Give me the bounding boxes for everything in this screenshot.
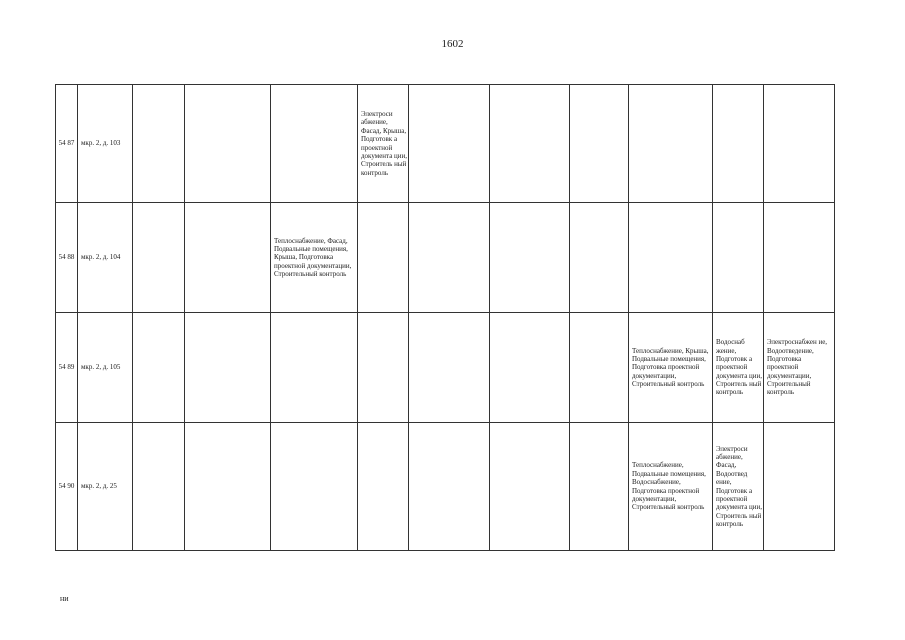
table-cell bbox=[185, 203, 271, 313]
row-number: 54 89 bbox=[56, 313, 78, 423]
table-row bbox=[56, 85, 835, 203]
table-cell bbox=[358, 313, 409, 423]
table-cell bbox=[713, 203, 764, 313]
page-number: 1602 bbox=[441, 38, 464, 50]
table-cell bbox=[764, 85, 835, 203]
table-cell bbox=[271, 85, 358, 203]
table-cell bbox=[490, 203, 570, 313]
address-cell: мкр. 2, д. 25 bbox=[78, 423, 133, 551]
table-cell bbox=[764, 423, 835, 551]
table-cell: Теплоснабжение, Фасад, Подвальные помещения, Крыша, Подготовка проектной документации, Строительный контроль bbox=[271, 203, 358, 313]
table-cell bbox=[358, 423, 409, 551]
table-cell bbox=[409, 85, 490, 203]
table-cell bbox=[133, 85, 185, 203]
table-row bbox=[56, 203, 835, 313]
table-cell bbox=[629, 203, 713, 313]
table-cell bbox=[409, 423, 490, 551]
repair-schedule-table bbox=[55, 84, 835, 551]
table-cell: Теплоснабжение, Подвальные помещения, Водоснабжение, Подготовка проектной документации, Строительный контроль bbox=[629, 423, 713, 551]
table-cell bbox=[271, 313, 358, 423]
address-cell: мкр. 2, д. 103 bbox=[78, 85, 133, 203]
table-cell bbox=[570, 85, 629, 203]
table-cell bbox=[185, 85, 271, 203]
table-cell bbox=[570, 203, 629, 313]
table-cell bbox=[409, 313, 490, 423]
page-footer-mark: ни bbox=[60, 594, 69, 603]
address-cell: мкр. 2, д. 104 bbox=[78, 203, 133, 313]
table-cell bbox=[570, 313, 629, 423]
table-cell bbox=[490, 313, 570, 423]
table-cell bbox=[629, 85, 713, 203]
table-cell: Электроси абжение, Фасад, Водоотвед ение, Подготовк а проектной документа ции, Строитель ный контроль bbox=[713, 423, 764, 551]
table-cell bbox=[409, 203, 490, 313]
table-cell bbox=[713, 85, 764, 203]
table-cell: Теплоснабжение, Крыша, Подвальные помещения, Подготовка проектной документации, Строительный контроль bbox=[629, 313, 713, 423]
table-cell bbox=[490, 85, 570, 203]
table-cell bbox=[764, 203, 835, 313]
table-cell: Водоснаб жение, Подготовк а проектной документа ции, Строитель ный контроль bbox=[713, 313, 764, 423]
row-number: 54 87 bbox=[56, 85, 78, 203]
table-cell bbox=[570, 423, 629, 551]
table-cell bbox=[133, 203, 185, 313]
table-row bbox=[56, 313, 835, 423]
table-cell bbox=[490, 423, 570, 551]
table-cell bbox=[133, 423, 185, 551]
table-cell: Электроси абжение, Фасад, Крыша, Подготовк а проектной документа ции, Строитель ный контроль bbox=[358, 85, 409, 203]
table-row bbox=[56, 423, 835, 551]
table-cell: Электроснабжен ие, Водоотведение, Подготовка проектной документации, Строительный контроль bbox=[764, 313, 835, 423]
table-cell bbox=[358, 203, 409, 313]
table-cell bbox=[133, 313, 185, 423]
row-number: 54 90 bbox=[56, 423, 78, 551]
address-cell: мкр. 2, д. 105 bbox=[78, 313, 133, 423]
table-cell bbox=[185, 423, 271, 551]
table-cell bbox=[271, 423, 358, 551]
row-number: 54 88 bbox=[56, 203, 78, 313]
table-cell bbox=[185, 313, 271, 423]
